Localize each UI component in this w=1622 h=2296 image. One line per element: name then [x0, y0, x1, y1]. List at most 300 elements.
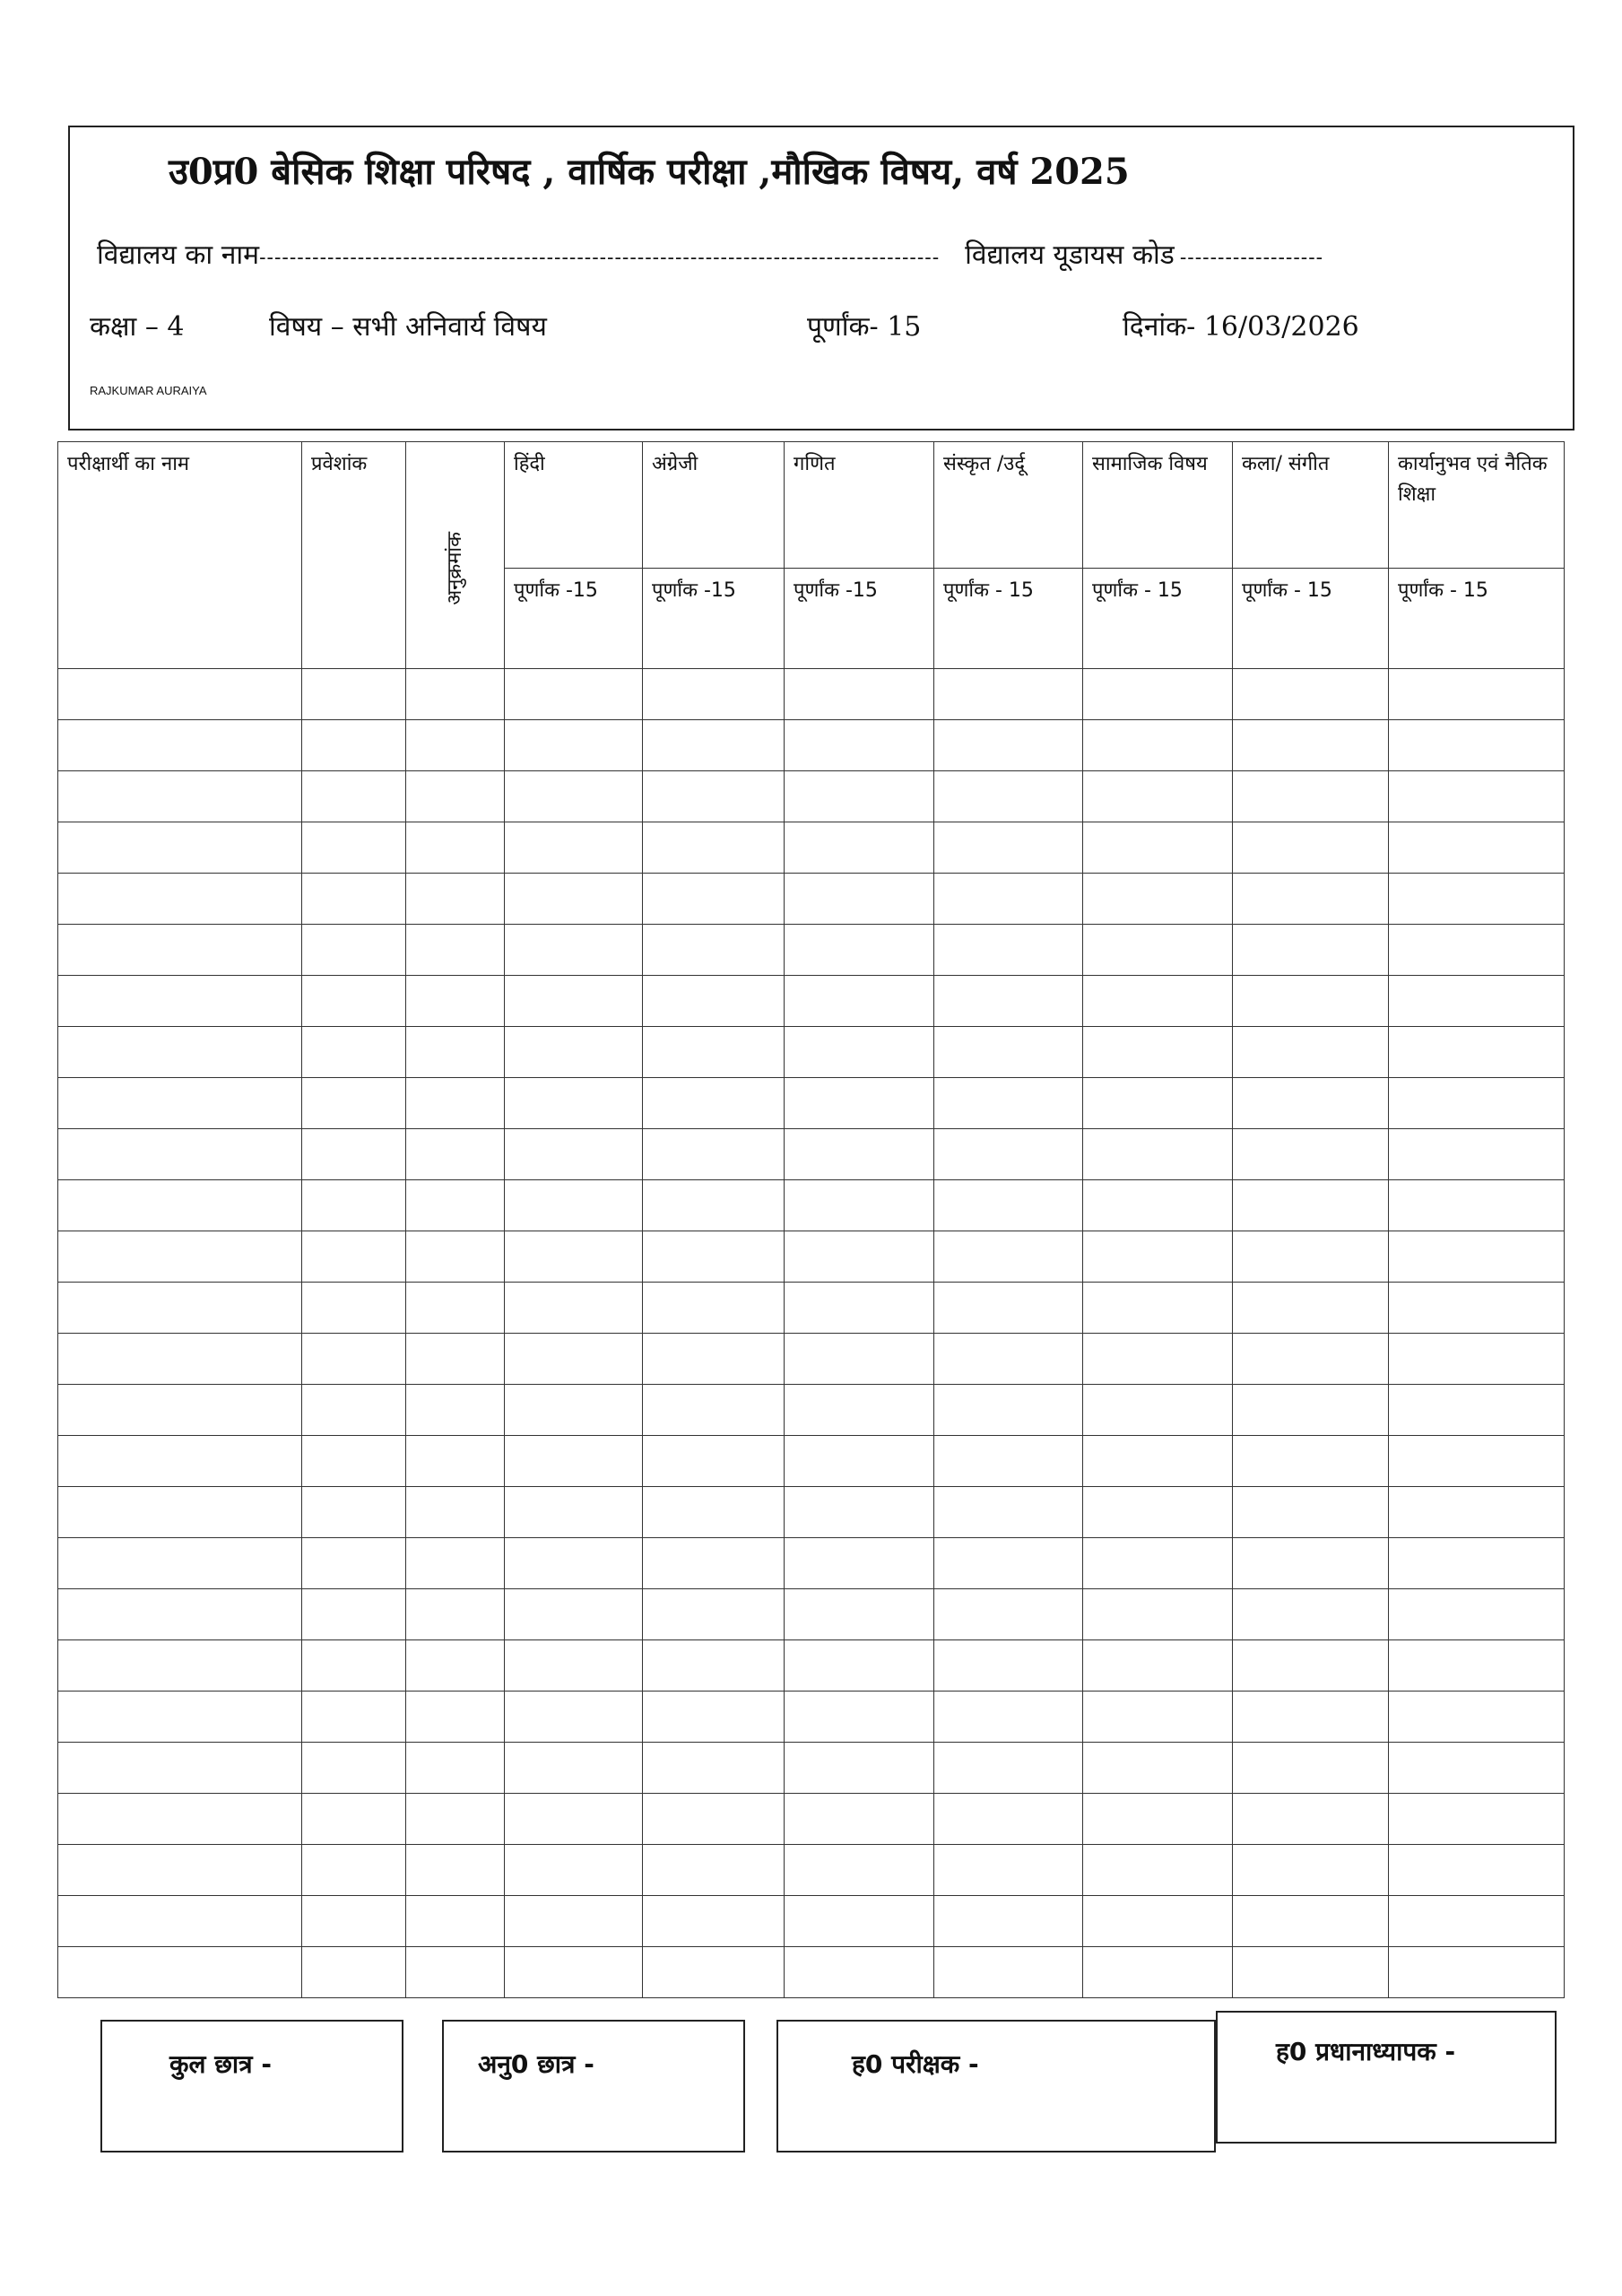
entry-cell[interactable]	[1233, 1845, 1389, 1896]
entry-cell[interactable]	[1389, 1640, 1565, 1692]
entry-cell[interactable]	[1083, 771, 1233, 822]
entry-cell[interactable]	[1233, 1129, 1389, 1180]
entry-cell[interactable]	[505, 771, 643, 822]
entry-cell[interactable]	[302, 1845, 406, 1896]
entry-cell[interactable]	[643, 925, 785, 976]
subject-header: हिंदी	[505, 442, 643, 569]
entry-cell[interactable]	[934, 1845, 1083, 1896]
entry-cell[interactable]	[406, 1845, 505, 1896]
entry-cell[interactable]	[785, 976, 934, 1027]
subject-header: कला/ संगीत	[1233, 442, 1389, 569]
udise-label: विद्यालय यूडायस कोड	[965, 239, 1175, 271]
entry-cell[interactable]	[406, 925, 505, 976]
student-row	[58, 976, 1565, 1027]
entry-cell[interactable]	[785, 1283, 934, 1334]
entry-cell[interactable]	[643, 1385, 785, 1436]
entry-cell[interactable]	[1083, 669, 1233, 720]
entry-cell[interactable]	[643, 1129, 785, 1180]
entry-cell[interactable]	[406, 1129, 505, 1180]
entry-cell[interactable]	[1233, 771, 1389, 822]
author-credit: RAJKUMAR AURAIYA	[90, 384, 207, 397]
entry-cell[interactable]	[406, 822, 505, 874]
entry-cell[interactable]	[934, 1794, 1083, 1845]
entry-cell[interactable]	[934, 874, 1083, 925]
entry-cell[interactable]	[643, 1283, 785, 1334]
entry-cell[interactable]	[934, 1538, 1083, 1589]
entry-cell[interactable]	[406, 1283, 505, 1334]
entry-cell[interactable]	[785, 1385, 934, 1436]
col-header-roll	[406, 442, 505, 669]
entry-cell[interactable]	[1083, 1283, 1233, 1334]
entry-cell[interactable]	[58, 1743, 302, 1794]
entry-cell[interactable]	[406, 771, 505, 822]
headmaster-sign-label: ह0 प्रधानाध्यापक -	[1276, 2037, 1456, 2066]
entry-cell[interactable]	[785, 771, 934, 822]
entry-cell[interactable]	[1233, 1794, 1389, 1845]
entry-cell[interactable]	[1233, 976, 1389, 1027]
entry-cell[interactable]	[302, 1487, 406, 1538]
entry-cell[interactable]	[505, 1078, 643, 1129]
col-header-admission: प्रवेशांक	[302, 442, 406, 669]
entry-cell[interactable]	[643, 976, 785, 1027]
entry-cell[interactable]	[934, 1231, 1083, 1283]
entry-cell[interactable]	[406, 874, 505, 925]
entry-cell[interactable]	[302, 1640, 406, 1692]
entry-cell[interactable]	[1233, 1385, 1389, 1436]
examiner-sign-box	[776, 2020, 1216, 2152]
entry-cell[interactable]	[934, 1027, 1083, 1078]
subject-header: सामाजिक विषय	[1083, 442, 1233, 569]
entry-cell[interactable]	[58, 1027, 302, 1078]
entry-cell[interactable]	[406, 1385, 505, 1436]
entry-cell[interactable]	[505, 1027, 643, 1078]
entry-cell[interactable]	[505, 976, 643, 1027]
entry-cell[interactable]	[58, 1180, 302, 1231]
entry-cell[interactable]	[302, 1589, 406, 1640]
entry-cell[interactable]	[302, 1896, 406, 1947]
entry-cell[interactable]	[302, 1129, 406, 1180]
entry-cell[interactable]	[934, 1947, 1083, 1998]
entry-cell[interactable]	[785, 1180, 934, 1231]
entry-cell[interactable]	[58, 771, 302, 822]
school-name-blank: ------------------------------------------------------------------------------------------	[259, 247, 941, 269]
entry-cell[interactable]	[58, 1129, 302, 1180]
entry-cell[interactable]	[505, 1334, 643, 1385]
entry-cell[interactable]	[1389, 874, 1565, 925]
entry-cell[interactable]	[934, 1640, 1083, 1692]
entry-cell[interactable]	[785, 1692, 934, 1743]
entry-cell[interactable]	[785, 669, 934, 720]
entry-cell[interactable]	[302, 1180, 406, 1231]
entry-cell[interactable]	[1389, 822, 1565, 874]
date-label: दिनांक- 16/03/2026	[1123, 311, 1359, 343]
entry-cell[interactable]	[934, 925, 1083, 976]
entry-cell[interactable]	[1233, 1231, 1389, 1283]
entry-cell[interactable]	[505, 822, 643, 874]
entry-cell[interactable]	[58, 925, 302, 976]
student-row	[58, 1129, 1565, 1180]
entry-cell[interactable]	[505, 925, 643, 976]
student-row	[58, 1334, 1565, 1385]
student-row	[58, 1487, 1565, 1538]
entry-cell[interactable]	[785, 925, 934, 976]
entry-cell[interactable]	[58, 1487, 302, 1538]
entry-cell[interactable]	[302, 1385, 406, 1436]
entry-cell[interactable]	[785, 1027, 934, 1078]
student-row	[58, 822, 1565, 874]
entry-cell[interactable]	[505, 720, 643, 771]
examiner-sign-label: ह0 परीक्षक -	[852, 2049, 979, 2079]
entry-cell[interactable]	[1389, 1896, 1565, 1947]
entry-cell[interactable]	[406, 1947, 505, 1998]
entry-cell[interactable]	[934, 1385, 1083, 1436]
entry-cell[interactable]	[934, 669, 1083, 720]
entry-cell[interactable]	[505, 669, 643, 720]
entry-cell[interactable]	[643, 1487, 785, 1538]
entry-cell[interactable]	[1083, 1436, 1233, 1487]
entry-cell[interactable]	[406, 720, 505, 771]
entry-cell[interactable]	[505, 1487, 643, 1538]
entry-cell[interactable]	[302, 1231, 406, 1283]
entry-cell[interactable]	[934, 1334, 1083, 1385]
entry-cell[interactable]	[643, 1845, 785, 1896]
entry-cell[interactable]	[302, 874, 406, 925]
entry-cell[interactable]	[643, 669, 785, 720]
entry-cell[interactable]	[302, 1436, 406, 1487]
entry-cell[interactable]	[1389, 1589, 1565, 1640]
entry-cell[interactable]	[1233, 720, 1389, 771]
entry-cell[interactable]	[58, 1283, 302, 1334]
entry-cell[interactable]	[785, 1896, 934, 1947]
entry-cell[interactable]	[505, 1283, 643, 1334]
entry-cell[interactable]	[1389, 1692, 1565, 1743]
entry-cell[interactable]	[505, 1589, 643, 1640]
entry-cell[interactable]	[1083, 925, 1233, 976]
entry-cell[interactable]	[406, 1692, 505, 1743]
entry-cell[interactable]	[406, 1896, 505, 1947]
entry-cell[interactable]	[1233, 1743, 1389, 1794]
entry-cell[interactable]	[934, 822, 1083, 874]
entry-cell[interactable]	[785, 1231, 934, 1283]
entry-cell[interactable]	[643, 1589, 785, 1640]
subject-header: अंग्रेजी	[643, 442, 785, 569]
entry-cell[interactable]	[1389, 1487, 1565, 1538]
entry-cell[interactable]	[505, 1845, 643, 1896]
entry-cell[interactable]	[406, 1538, 505, 1589]
entry-cell[interactable]	[785, 1589, 934, 1640]
entry-cell[interactable]	[1233, 1283, 1389, 1334]
entry-cell[interactable]	[58, 1334, 302, 1385]
header-row	[58, 442, 1565, 569]
entry-cell[interactable]	[302, 1743, 406, 1794]
entry-cell[interactable]	[58, 1845, 302, 1896]
entry-cell[interactable]	[505, 1743, 643, 1794]
entry-cell[interactable]	[1083, 874, 1233, 925]
student-row	[58, 1283, 1565, 1334]
entry-cell[interactable]	[1233, 1334, 1389, 1385]
entry-cell[interactable]	[505, 1896, 643, 1947]
entry-cell[interactable]	[406, 1334, 505, 1385]
entry-cell[interactable]	[58, 1385, 302, 1436]
entry-cell[interactable]	[1083, 1385, 1233, 1436]
entry-cell[interactable]	[1233, 1180, 1389, 1231]
entry-cell[interactable]	[1389, 669, 1565, 720]
entry-cell[interactable]	[58, 1640, 302, 1692]
entry-cell[interactable]	[1233, 1487, 1389, 1538]
subject-header: संस्कृत /उर्दू	[934, 442, 1083, 569]
entry-cell[interactable]	[1389, 1385, 1565, 1436]
entry-cell[interactable]	[58, 874, 302, 925]
roll-label: अनुक्रमांक	[443, 532, 466, 605]
entry-cell[interactable]	[934, 1180, 1083, 1231]
entry-cell[interactable]	[58, 1436, 302, 1487]
entry-cell[interactable]	[1083, 1589, 1233, 1640]
headmaster-sign-box	[1216, 2011, 1557, 2144]
entry-cell[interactable]	[1233, 1436, 1389, 1487]
entry-cell[interactable]	[1233, 1078, 1389, 1129]
entry-cell[interactable]	[785, 720, 934, 771]
entry-cell[interactable]	[406, 1743, 505, 1794]
entry-cell[interactable]	[934, 720, 1083, 771]
entry-cell[interactable]	[1083, 1794, 1233, 1845]
entry-cell[interactable]	[1083, 1692, 1233, 1743]
entry-cell[interactable]	[58, 1794, 302, 1845]
entry-cell[interactable]	[1389, 720, 1565, 771]
entry-cell[interactable]	[302, 1692, 406, 1743]
entry-cell[interactable]	[1389, 1231, 1565, 1283]
entry-cell[interactable]	[1233, 1896, 1389, 1947]
entry-cell[interactable]	[1083, 1231, 1233, 1283]
entry-cell[interactable]	[934, 1129, 1083, 1180]
entry-cell[interactable]	[1083, 1640, 1233, 1692]
entry-cell[interactable]	[934, 1078, 1083, 1129]
entry-cell[interactable]	[643, 1896, 785, 1947]
entry-cell[interactable]	[302, 720, 406, 771]
entry-cell[interactable]	[1233, 925, 1389, 976]
entry-cell[interactable]	[302, 1794, 406, 1845]
entry-cell[interactable]	[643, 771, 785, 822]
entry-cell[interactable]	[406, 1436, 505, 1487]
entry-cell[interactable]	[1389, 1538, 1565, 1589]
entry-cell[interactable]	[1389, 771, 1565, 822]
entry-cell[interactable]	[58, 720, 302, 771]
student-row	[58, 1436, 1565, 1487]
entry-cell[interactable]	[302, 976, 406, 1027]
entry-cell[interactable]	[1389, 1436, 1565, 1487]
entry-cell[interactable]	[934, 1896, 1083, 1947]
entry-cell[interactable]	[785, 1487, 934, 1538]
student-row	[58, 720, 1565, 771]
entry-cell[interactable]	[785, 1129, 934, 1180]
entry-cell[interactable]	[643, 1334, 785, 1385]
entry-cell[interactable]	[302, 925, 406, 976]
entry-cell[interactable]	[643, 1743, 785, 1794]
entry-cell[interactable]	[505, 1436, 643, 1487]
subject-max-marks: पूर्णांक - 15	[1389, 569, 1565, 669]
entry-cell[interactable]	[1233, 1692, 1389, 1743]
student-row	[58, 1538, 1565, 1589]
entry-cell[interactable]	[406, 1231, 505, 1283]
entry-cell[interactable]	[406, 1794, 505, 1845]
entry-cell[interactable]	[785, 1845, 934, 1896]
entry-cell[interactable]	[1389, 1283, 1565, 1334]
entry-cell[interactable]	[58, 1589, 302, 1640]
entry-cell[interactable]	[302, 1947, 406, 1998]
entry-cell[interactable]	[643, 1692, 785, 1743]
entry-cell[interactable]	[643, 1538, 785, 1589]
entry-cell[interactable]	[58, 976, 302, 1027]
entry-cell[interactable]	[1233, 822, 1389, 874]
entry-cell[interactable]	[1389, 1743, 1565, 1794]
entry-cell[interactable]	[302, 1538, 406, 1589]
entry-cell[interactable]	[1389, 1334, 1565, 1385]
entry-cell[interactable]	[1083, 1845, 1233, 1896]
entry-cell[interactable]	[785, 1078, 934, 1129]
entry-cell[interactable]	[643, 720, 785, 771]
entry-cell[interactable]	[406, 1027, 505, 1078]
student-row	[58, 1743, 1565, 1794]
entry-cell[interactable]	[1233, 1589, 1389, 1640]
entry-cell[interactable]	[1389, 1794, 1565, 1845]
entry-cell[interactable]	[643, 1436, 785, 1487]
entry-cell[interactable]	[1389, 976, 1565, 1027]
entry-cell[interactable]	[1083, 1487, 1233, 1538]
entry-cell[interactable]	[643, 822, 785, 874]
entry-cell[interactable]	[1083, 1947, 1233, 1998]
entry-cell[interactable]	[785, 1436, 934, 1487]
entry-cell[interactable]	[58, 1078, 302, 1129]
entry-cell[interactable]	[1083, 1538, 1233, 1589]
entry-cell[interactable]	[643, 1231, 785, 1283]
entry-cell[interactable]	[58, 1896, 302, 1947]
entry-cell[interactable]	[302, 1027, 406, 1078]
entry-cell[interactable]	[302, 669, 406, 720]
entry-cell[interactable]	[1083, 822, 1233, 874]
entry-cell[interactable]	[58, 669, 302, 720]
entry-cell[interactable]	[1083, 976, 1233, 1027]
entry-cell[interactable]	[302, 1078, 406, 1129]
entry-cell[interactable]	[1389, 1947, 1565, 1998]
entry-cell[interactable]	[302, 771, 406, 822]
entry-cell[interactable]	[1233, 1027, 1389, 1078]
entry-cell[interactable]	[934, 1283, 1083, 1334]
form-title: उ0प्र0 बेसिक शिक्षा परिषद , वार्षिक परीक्षा ,मौखिक विषय, वर्ष 2025	[169, 151, 1130, 193]
entry-cell[interactable]	[505, 1385, 643, 1436]
entry-cell[interactable]	[406, 1640, 505, 1692]
entry-cell[interactable]	[58, 1692, 302, 1743]
entry-cell[interactable]	[58, 1231, 302, 1283]
entry-cell[interactable]	[934, 771, 1083, 822]
entry-cell[interactable]	[1083, 1078, 1233, 1129]
entry-cell[interactable]	[1389, 1129, 1565, 1180]
entry-cell[interactable]	[785, 822, 934, 874]
entry-cell[interactable]	[58, 1947, 302, 1998]
entry-cell[interactable]	[934, 976, 1083, 1027]
entry-cell[interactable]	[505, 1640, 643, 1692]
total-students-box	[100, 2020, 403, 2152]
entry-cell[interactable]	[505, 1947, 643, 1998]
entry-cell[interactable]	[1389, 1845, 1565, 1896]
entry-cell[interactable]	[643, 1180, 785, 1231]
subject-max-marks: पूर्णांक - 15	[1233, 569, 1389, 669]
entry-cell[interactable]	[643, 1078, 785, 1129]
entry-cell[interactable]	[1233, 1947, 1389, 1998]
entry-cell[interactable]	[1233, 874, 1389, 925]
entry-cell[interactable]	[785, 1538, 934, 1589]
student-row	[58, 1180, 1565, 1231]
entry-cell[interactable]	[643, 1794, 785, 1845]
max-marks-label: पूर्णांक- 15	[807, 311, 922, 343]
entry-cell[interactable]	[505, 1692, 643, 1743]
entry-cell[interactable]	[1389, 1027, 1565, 1078]
entry-cell[interactable]	[406, 1487, 505, 1538]
entry-cell[interactable]	[934, 1692, 1083, 1743]
entry-cell[interactable]	[785, 1334, 934, 1385]
entry-cell[interactable]	[406, 1180, 505, 1231]
entry-cell[interactable]	[785, 1743, 934, 1794]
entry-cell[interactable]	[1083, 1129, 1233, 1180]
entry-cell[interactable]	[1083, 720, 1233, 771]
entry-cell[interactable]	[406, 669, 505, 720]
entry-cell[interactable]	[302, 822, 406, 874]
entry-cell[interactable]	[505, 1794, 643, 1845]
entry-cell[interactable]	[643, 1027, 785, 1078]
entry-cell[interactable]	[934, 1743, 1083, 1794]
entry-cell[interactable]	[1083, 1180, 1233, 1231]
student-row	[58, 1692, 1565, 1743]
entry-cell[interactable]	[934, 1436, 1083, 1487]
entry-cell[interactable]	[643, 1947, 785, 1998]
entry-cell[interactable]	[785, 1640, 934, 1692]
entry-cell[interactable]	[1389, 925, 1565, 976]
entry-cell[interactable]	[505, 1231, 643, 1283]
entry-cell[interactable]	[1389, 1078, 1565, 1129]
entry-cell[interactable]	[1233, 669, 1389, 720]
entry-cell[interactable]	[785, 1794, 934, 1845]
entry-cell[interactable]	[1083, 1027, 1233, 1078]
entry-cell[interactable]	[1233, 1538, 1389, 1589]
entry-cell[interactable]	[1083, 1743, 1233, 1794]
entry-cell[interactable]	[785, 1947, 934, 1998]
entry-cell[interactable]	[643, 874, 785, 925]
entry-cell[interactable]	[58, 1538, 302, 1589]
entry-cell[interactable]	[785, 874, 934, 925]
subject-max-marks: पूर्णांक -15	[643, 569, 785, 669]
entry-cell[interactable]	[643, 1640, 785, 1692]
entry-cell[interactable]	[406, 1589, 505, 1640]
entry-cell[interactable]	[505, 1180, 643, 1231]
entry-cell[interactable]	[58, 822, 302, 874]
entry-cell[interactable]	[1083, 1334, 1233, 1385]
entry-cell[interactable]	[505, 874, 643, 925]
entry-cell[interactable]	[1389, 1180, 1565, 1231]
entry-cell[interactable]	[302, 1334, 406, 1385]
entry-cell[interactable]	[302, 1283, 406, 1334]
entry-cell[interactable]	[406, 1078, 505, 1129]
entry-cell[interactable]	[1233, 1640, 1389, 1692]
entry-cell[interactable]	[1083, 1896, 1233, 1947]
entry-cell[interactable]	[505, 1129, 643, 1180]
entry-cell[interactable]	[934, 1487, 1083, 1538]
subject-label: विषय – सभी अनिवार्य विषय	[269, 311, 547, 343]
entry-cell[interactable]	[406, 976, 505, 1027]
student-row	[58, 1231, 1565, 1283]
entry-cell[interactable]	[934, 1589, 1083, 1640]
student-row	[58, 1640, 1565, 1692]
student-row	[58, 874, 1565, 925]
entry-cell[interactable]	[505, 1538, 643, 1589]
student-row	[58, 1794, 1565, 1845]
